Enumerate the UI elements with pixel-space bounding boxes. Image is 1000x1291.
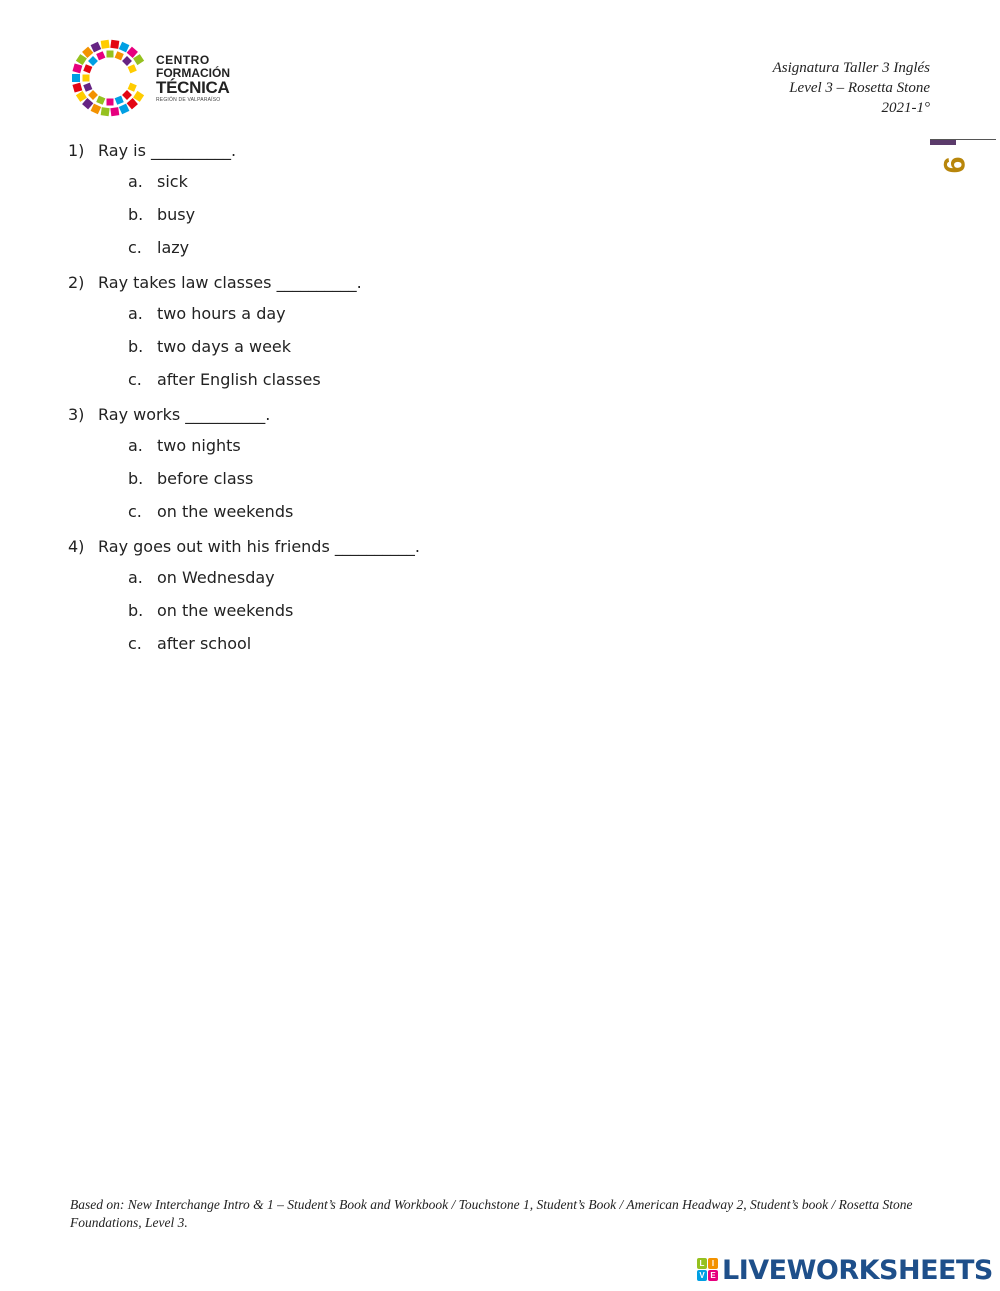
answer-option[interactable] <box>68 567 668 600</box>
question <box>68 402 668 435</box>
option-letter: b. <box>128 601 144 620</box>
option-letter: c. <box>128 502 142 521</box>
option-text: two hours a day <box>157 304 286 323</box>
logo-tile <box>133 91 144 102</box>
source-footer: Based on: New Interchange Intro & 1 – Student’s Book and Workbook / Touchstone 1, Student’s Book / American Headway 2, Student’s book / Rosetta Stone Foundations, Level 3. <box>70 1197 913 1230</box>
logo-tile <box>76 91 87 102</box>
course-period: 2021-1° <box>881 100 930 116</box>
logo-tile <box>82 98 93 109</box>
logo-tile <box>101 107 110 116</box>
logo-line-1: CENTRO <box>156 53 210 67</box>
question-text: Ray is __________. <box>98 141 237 160</box>
logo-tile <box>127 47 138 58</box>
option-text: sick <box>157 172 188 191</box>
answer-option[interactable] <box>68 435 668 468</box>
logo-tile <box>91 42 102 53</box>
logo-tile <box>107 51 114 58</box>
logo-tile <box>83 64 92 73</box>
option-letter: b. <box>128 337 144 356</box>
logo-tile <box>110 40 119 49</box>
logo-tile <box>88 56 98 66</box>
logo-tile <box>122 90 132 100</box>
question-text: Ray goes out with his friends __________. <box>98 537 420 556</box>
answer-option[interactable] <box>68 600 668 633</box>
question <box>68 270 668 303</box>
logo-tile <box>133 54 144 65</box>
option-text: before class <box>157 469 254 488</box>
question-number: 1) <box>68 141 85 160</box>
answer-option[interactable] <box>68 237 668 270</box>
option-text: on the weekends <box>157 502 294 521</box>
logo-tile <box>76 54 87 65</box>
logo-tile <box>91 104 102 115</box>
logo-tile <box>119 104 130 115</box>
question-number: 4) <box>68 537 85 556</box>
option-letter: c. <box>128 634 142 653</box>
option-text: on the weekends <box>157 601 294 620</box>
logo-line-4: REGIÓN DE VALPARAÍSO <box>156 97 221 103</box>
option-letter: a. <box>128 304 143 323</box>
answer-option[interactable] <box>68 171 668 204</box>
logo-tile <box>107 99 114 106</box>
answer-option[interactable] <box>68 204 668 237</box>
logo-tile <box>83 83 92 92</box>
answer-option[interactable] <box>68 336 668 369</box>
logo-tile <box>122 56 132 66</box>
logo-tile <box>127 98 138 109</box>
option-letter: a. <box>128 172 143 191</box>
logo-tile <box>115 51 124 60</box>
logo-tile <box>115 96 124 105</box>
option-text: after English classes <box>157 370 321 389</box>
brand-icon-letter: E <box>708 1270 718 1281</box>
liveworksheets-icon <box>697 1258 719 1282</box>
logo-line-2: FORMACIÓN <box>156 66 230 80</box>
logo-tile <box>110 107 119 116</box>
option-letter: b. <box>128 205 144 224</box>
logo-tile <box>128 64 137 73</box>
liveworksheets-brand[interactable] <box>697 1256 993 1284</box>
course-header <box>773 58 930 118</box>
option-letter: c. <box>128 370 142 389</box>
question-text: Ray works __________. <box>98 405 271 424</box>
answer-option[interactable] <box>68 633 668 666</box>
question-number: 2) <box>68 273 85 292</box>
option-text: after school <box>157 634 252 653</box>
logo-tile <box>82 47 93 58</box>
option-text: two days a week <box>157 337 292 356</box>
question-text: Ray takes law classes __________. <box>98 273 362 292</box>
brand-name: LIVEWORKSHEETS <box>722 1254 993 1286</box>
brand-icon-letter: I <box>708 1258 718 1269</box>
page-number: 9 <box>937 156 970 174</box>
course-subject: Asignatura Taller 3 Inglés <box>772 60 930 76</box>
logo-tile <box>119 42 130 53</box>
logo-mosaic-icon <box>70 36 152 120</box>
logo-tile <box>88 90 98 100</box>
answer-option[interactable] <box>68 468 668 501</box>
option-letter: a. <box>128 436 143 455</box>
option-letter: b. <box>128 469 144 488</box>
logo-tile <box>128 83 137 92</box>
question-list <box>68 138 668 666</box>
question <box>68 138 668 171</box>
brand-icon-letter: L <box>697 1258 707 1269</box>
logo-line-3: TÉCNICA <box>156 78 230 97</box>
logo-tile <box>96 96 105 105</box>
option-text: on Wednesday <box>157 568 275 587</box>
option-text: two nights <box>157 436 241 455</box>
course-level: Level 3 – Rosetta Stone <box>789 80 930 96</box>
logo-tile <box>101 40 110 49</box>
option-text: busy <box>157 205 196 224</box>
option-letter: c. <box>128 238 142 257</box>
question-number: 3) <box>68 405 85 424</box>
answer-option[interactable] <box>68 303 668 336</box>
answer-option[interactable] <box>68 369 668 402</box>
logo-text <box>156 54 230 103</box>
logo-tile <box>83 75 90 82</box>
option-letter: a. <box>128 568 143 587</box>
logo-tile <box>72 63 82 73</box>
brand-icon-letter: V <box>697 1270 707 1281</box>
cft-logo <box>70 36 235 120</box>
question <box>68 534 668 567</box>
logo-tile <box>96 51 105 60</box>
option-text: lazy <box>157 238 190 257</box>
logo-tile <box>72 83 82 93</box>
answer-option[interactable] <box>68 501 668 534</box>
page-tab-bar <box>930 140 956 145</box>
logo-tile <box>72 74 80 82</box>
